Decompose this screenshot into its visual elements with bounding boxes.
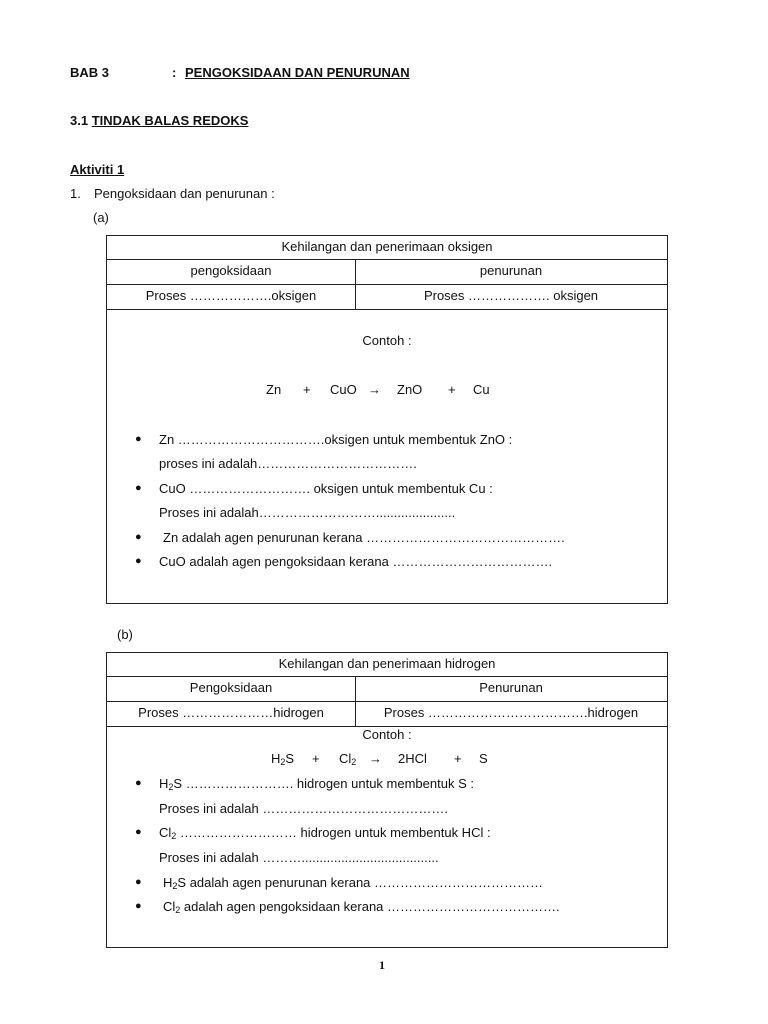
eq-reactant-2: CuO [330,382,357,397]
eq-plus: + [448,382,456,397]
part-b-label: (b) [117,627,133,642]
part-a-column-row [107,260,667,285]
bullet-icon: ● [135,826,142,838]
chapter-number: BAB 3 [70,65,110,80]
part-b-proses-right: Proses ……………………………….hidrogen [383,705,639,720]
part-a-line-5: Zn adalah agen penurunan kerana ………………………………………. [163,530,565,545]
part-b-header: Kehilangan dan penerimaan hidrogen [278,656,496,671]
bullet-icon: ● [135,777,142,789]
chapter-title: PENGOKSIDAAN DAN PENURUNAN [185,65,410,80]
part-a-equation [107,382,667,400]
eq-reactant-1: Zn [266,382,282,397]
eq-product-1: 2HCl [398,751,427,766]
part-a-table [106,235,668,604]
question-number: 1. [70,186,81,201]
part-b-proses-row [107,702,667,727]
part-b-header-row [107,653,667,677]
bullet-icon: ● [135,482,142,494]
eq-reactant-2: $Cl_2$ [339,751,357,767]
part-b-line-1: $H_2S$ ……………………. hidrogen untuk membentuk S : [159,776,474,792]
eq-product-1: ZnO [397,382,423,397]
bullet-icon: ● [135,555,142,567]
part-b-col-right: Penurunan [479,680,543,695]
bullet-icon: ● [135,531,142,543]
part-a-header-row [107,236,667,260]
page-number: 1 [379,958,385,972]
part-a-col-right: penurunan [479,263,543,278]
eq-plus: + [312,751,320,766]
chapter-separator: : [172,65,177,80]
eq-plus: + [454,751,462,766]
part-a-col-left: pengoksidaan [190,263,272,278]
part-b-column-row [107,677,667,702]
bullet-icon: ● [135,876,142,888]
part-b-equation [107,751,667,769]
part-a-line-6: CuO adalah agen pengoksidaan kerana ………………………………. [159,554,553,569]
part-a-proses-right: Proses ………………. oksigen [423,288,599,303]
eq-reactant-1: $H_2S$ [271,751,295,767]
part-a-header: Kehilangan dan penerimaan oksigen [281,239,493,254]
part-b-line-3: $Cl_2$ ……………………… hidrogen untuk membentuk HCl : [159,825,491,841]
part-b-line-2: Proses ini adalah ……………………………………. [159,801,448,816]
question-text: Pengoksidaan dan penurunan : [94,186,275,201]
part-a-line-3: CuO ………………………. oksigen untuk membentuk Cu : [159,481,493,496]
part-a-proses-row [107,285,667,310]
part-a-line-2: proses ini adalah………………………………. [159,456,417,471]
part-b-line-4: Proses ini adalah ………...................................... [159,850,439,865]
part-b-line-6: $Cl_2$ adalah agen pengoksidaan kerana …………………………………. [163,899,560,915]
part-a-contoh: Contoh : [362,333,412,348]
part-b-col-left: Pengoksidaan [189,680,273,695]
section-number: 3.1 [70,113,89,128]
bullet-icon: ● [135,433,142,445]
part-b-line-5: $H_2S$ adalah agen penurunan kerana ………………………………… [163,875,544,891]
section-heading [70,113,248,128]
part-a-label: (a) [93,210,109,225]
part-a-line-1: Zn …………………………….oksigen untuk membentuk ZnO : [159,432,513,447]
bullet-icon: ● [135,900,142,912]
part-a-line-4: Proses ini adalah………………………...................... [159,505,456,520]
arrow-icon: → [368,382,381,397]
part-b-proses-left: Proses …………………hidrogen [138,705,324,720]
eq-plus: + [303,382,311,397]
arrow-icon: → [369,751,382,766]
part-b-table [106,652,668,948]
part-a-proses-left: Proses ……………….oksigen [145,288,317,303]
eq-product-2: Cu [473,382,490,397]
section-title: TINDAK BALAS REDOKS [91,113,249,128]
activity-title: Aktiviti 1 [70,162,125,177]
part-b-contoh: Contoh : [362,727,412,742]
eq-product-2: S [479,751,488,766]
